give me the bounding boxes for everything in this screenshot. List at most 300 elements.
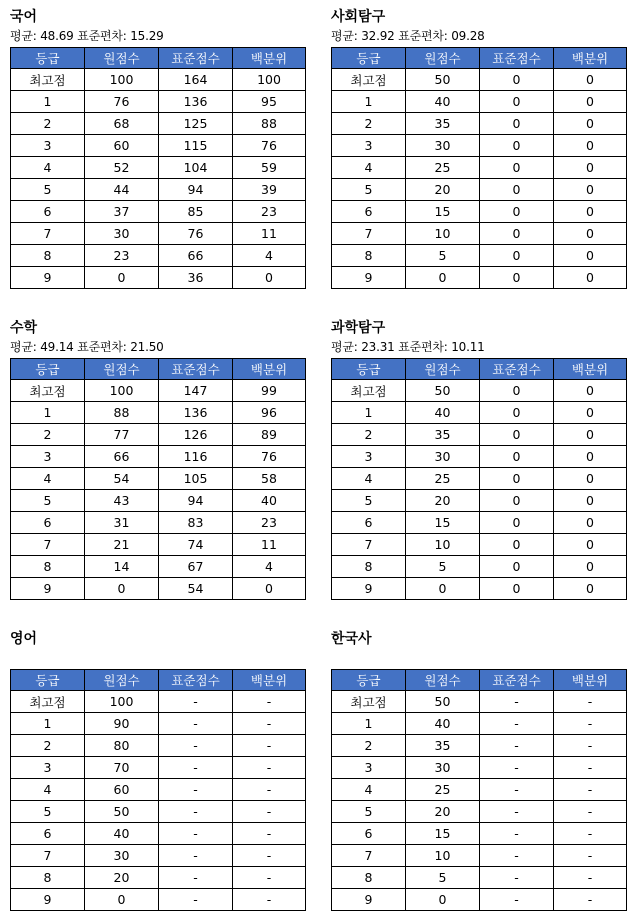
table-cell: - <box>480 867 554 889</box>
table-cell: - <box>480 823 554 845</box>
table-cell: 0 <box>480 245 554 267</box>
table-cell: 76 <box>85 91 159 113</box>
table-cell: 5 <box>406 245 480 267</box>
subject-panel-math <box>10 317 305 600</box>
table-cell: 21 <box>85 534 159 556</box>
table-cell: 2 <box>332 113 406 135</box>
column-header: 백분위 <box>233 670 306 691</box>
table-row <box>332 823 627 845</box>
table-cell: 66 <box>85 446 159 468</box>
table-cell: 4 <box>233 245 306 267</box>
column-header: 등급 <box>332 359 406 380</box>
table-cell: 50 <box>406 691 480 713</box>
table-cell: 20 <box>406 490 480 512</box>
subject-panel-korean <box>10 6 305 289</box>
table-cell: 54 <box>159 578 233 600</box>
table-cell: 40 <box>233 490 306 512</box>
table-cell: 0 <box>480 468 554 490</box>
table-cell: 8 <box>11 245 85 267</box>
column-header: 백분위 <box>233 48 306 69</box>
table-cell: 30 <box>406 135 480 157</box>
grade-table <box>10 669 306 911</box>
table-cell: 83 <box>159 512 233 534</box>
grade-table <box>10 47 306 289</box>
table-cell: 0 <box>554 468 627 490</box>
table-cell: - <box>233 845 306 867</box>
table-cell: 105 <box>159 468 233 490</box>
table-cell: 14 <box>85 556 159 578</box>
table-cell: 6 <box>332 512 406 534</box>
table-row <box>11 135 306 157</box>
table-cell: 0 <box>480 556 554 578</box>
table-row <box>11 691 306 713</box>
table-cell: 11 <box>233 534 306 556</box>
table-cell: 74 <box>159 534 233 556</box>
table-cell: 30 <box>85 223 159 245</box>
column-header: 표준점수 <box>159 670 233 691</box>
table-cell: 136 <box>159 402 233 424</box>
table-row <box>332 223 627 245</box>
table-cell: 43 <box>85 490 159 512</box>
table-cell: - <box>159 867 233 889</box>
subject-stats <box>10 650 305 667</box>
subject-title: 사회탐구 <box>331 9 386 25</box>
table-cell: 125 <box>159 113 233 135</box>
table-cell: 9 <box>11 889 85 911</box>
table-cell: 99 <box>233 380 306 402</box>
table-row <box>11 113 306 135</box>
table-row <box>11 578 306 600</box>
table-cell: - <box>554 823 627 845</box>
table-row <box>11 201 306 223</box>
table-cell: 85 <box>159 201 233 223</box>
table-cell: 40 <box>406 402 480 424</box>
table-row <box>11 713 306 735</box>
table-cell: 90 <box>85 713 159 735</box>
table-cell: - <box>480 735 554 757</box>
table-cell: 0 <box>406 267 480 289</box>
table-cell: 68 <box>85 113 159 135</box>
table-cell: 0 <box>554 556 627 578</box>
table-cell: 4 <box>332 157 406 179</box>
table-cell: 0 <box>554 424 627 446</box>
table-row <box>332 135 627 157</box>
table-cell: 0 <box>554 135 627 157</box>
table-cell: 5 <box>332 179 406 201</box>
table-header-row <box>332 670 627 691</box>
table-cell: 0 <box>406 889 480 911</box>
table-cell: 0 <box>480 534 554 556</box>
column-header: 원점수 <box>85 359 159 380</box>
table-row <box>332 157 627 179</box>
table-cell: 6 <box>332 823 406 845</box>
table-cell: 100 <box>85 69 159 91</box>
table-cell: 100 <box>85 380 159 402</box>
table-cell: 23 <box>233 512 306 534</box>
table-row <box>11 534 306 556</box>
table-cell: 0 <box>480 91 554 113</box>
table-cell: 6 <box>11 201 85 223</box>
table-cell: 70 <box>85 757 159 779</box>
table-row <box>332 380 627 402</box>
table-cell: 0 <box>480 223 554 245</box>
table-cell: 0 <box>554 223 627 245</box>
table-cell: 0 <box>480 113 554 135</box>
table-row <box>332 113 627 135</box>
table-cell: 50 <box>406 69 480 91</box>
table-cell: 5 <box>11 179 85 201</box>
column-header: 등급 <box>332 670 406 691</box>
table-cell: 0 <box>554 380 627 402</box>
table-cell: 4 <box>11 779 85 801</box>
table-cell: 94 <box>159 179 233 201</box>
table-header-row <box>11 359 306 380</box>
table-cell: - <box>159 823 233 845</box>
grade-table <box>10 358 306 600</box>
table-cell: 4 <box>233 556 306 578</box>
table-cell: 88 <box>85 402 159 424</box>
table-cell: 30 <box>85 845 159 867</box>
table-cell: 0 <box>554 578 627 600</box>
column-header: 백분위 <box>554 48 627 69</box>
table-cell: 0 <box>85 578 159 600</box>
table-cell: 7 <box>11 223 85 245</box>
table-cell: - <box>554 757 627 779</box>
table-row <box>332 446 627 468</box>
table-cell: 25 <box>406 779 480 801</box>
table-row <box>332 578 627 600</box>
column-header: 원점수 <box>85 48 159 69</box>
table-cell: 44 <box>85 179 159 201</box>
table-cell: 77 <box>85 424 159 446</box>
table-cell: - <box>480 779 554 801</box>
table-cell: 0 <box>480 512 554 534</box>
table-cell: - <box>159 691 233 713</box>
table-cell: 2 <box>332 424 406 446</box>
table-cell: 96 <box>233 402 306 424</box>
table-cell: 126 <box>159 424 233 446</box>
table-cell: 76 <box>159 223 233 245</box>
table-cell: 76 <box>233 135 306 157</box>
table-row <box>332 512 627 534</box>
table-cell: 0 <box>480 402 554 424</box>
table-cell: 0 <box>554 201 627 223</box>
table-cell: 5 <box>11 801 85 823</box>
table-header-row <box>332 48 627 69</box>
table-cell: 0 <box>554 91 627 113</box>
table-cell: 9 <box>332 267 406 289</box>
subject-title: 국어 <box>10 9 38 25</box>
table-row <box>11 801 306 823</box>
table-cell: - <box>159 713 233 735</box>
table-cell: - <box>159 889 233 911</box>
table-cell: 58 <box>233 468 306 490</box>
table-cell: 0 <box>554 512 627 534</box>
table-cell: - <box>233 779 306 801</box>
table-cell: 0 <box>85 889 159 911</box>
table-cell: - <box>159 845 233 867</box>
table-cell: 9 <box>332 578 406 600</box>
table-row <box>332 867 627 889</box>
column-header: 표준점수 <box>159 359 233 380</box>
table-cell: 104 <box>159 157 233 179</box>
column-header: 표준점수 <box>480 359 554 380</box>
table-cell: 1 <box>332 402 406 424</box>
table-row <box>11 867 306 889</box>
table-row <box>11 91 306 113</box>
table-row <box>332 757 627 779</box>
table-cell: 0 <box>480 578 554 600</box>
table-cell: 1 <box>11 402 85 424</box>
table-cell: 3 <box>332 135 406 157</box>
table-cell: 6 <box>332 201 406 223</box>
table-row <box>11 267 306 289</box>
table-cell: 10 <box>406 223 480 245</box>
table-cell: 52 <box>85 157 159 179</box>
table-row <box>11 735 306 757</box>
table-row <box>332 691 627 713</box>
table-cell: 최고점 <box>11 691 85 713</box>
table-cell: - <box>480 757 554 779</box>
table-cell: - <box>480 713 554 735</box>
column-header: 표준점수 <box>480 48 554 69</box>
table-row <box>332 179 627 201</box>
table-cell: 5 <box>332 490 406 512</box>
table-cell: 115 <box>159 135 233 157</box>
table-row <box>11 424 306 446</box>
table-row <box>332 69 627 91</box>
table-cell: 2 <box>11 113 85 135</box>
table-header-row <box>11 48 306 69</box>
table-row <box>11 512 306 534</box>
table-cell: 0 <box>406 578 480 600</box>
table-row <box>332 801 627 823</box>
table-cell: - <box>159 779 233 801</box>
table-cell: 1 <box>332 713 406 735</box>
subject-stats: 평균: 48.69 표준편차: 15.29 <box>10 29 164 43</box>
table-cell: - <box>554 735 627 757</box>
table-row <box>332 424 627 446</box>
table-cell: 0 <box>554 402 627 424</box>
table-row <box>332 245 627 267</box>
table-cell: 15 <box>406 512 480 534</box>
table-cell: 8 <box>332 556 406 578</box>
table-cell: 최고점 <box>11 69 85 91</box>
table-cell: 23 <box>233 201 306 223</box>
table-cell: 4 <box>332 468 406 490</box>
table-cell: 37 <box>85 201 159 223</box>
table-cell: 15 <box>406 823 480 845</box>
table-row <box>11 468 306 490</box>
column-header: 백분위 <box>233 359 306 380</box>
table-row <box>11 779 306 801</box>
table-cell: 20 <box>406 179 480 201</box>
table-cell: 10 <box>406 845 480 867</box>
subject-panel-korean-history <box>331 628 626 911</box>
table-cell: 80 <box>85 735 159 757</box>
column-header: 등급 <box>11 48 85 69</box>
table-cell: 94 <box>159 490 233 512</box>
table-cell: 39 <box>233 179 306 201</box>
column-header: 백분위 <box>554 670 627 691</box>
table-cell: 147 <box>159 380 233 402</box>
subject-stats: 평균: 32.92 표준편차: 09.28 <box>331 29 485 43</box>
subject-stats: 평균: 49.14 표준편차: 21.50 <box>10 340 164 354</box>
table-cell: 0 <box>480 201 554 223</box>
column-header: 등급 <box>11 359 85 380</box>
table-cell: 0 <box>480 267 554 289</box>
table-cell: - <box>554 691 627 713</box>
table-cell: - <box>159 735 233 757</box>
table-cell: 36 <box>159 267 233 289</box>
table-cell: 40 <box>406 713 480 735</box>
table-row <box>332 735 627 757</box>
table-row <box>332 91 627 113</box>
table-cell: - <box>159 757 233 779</box>
table-cell: 0 <box>480 69 554 91</box>
table-cell: 54 <box>85 468 159 490</box>
column-header: 원점수 <box>406 359 480 380</box>
table-cell: 5 <box>332 801 406 823</box>
table-row <box>332 556 627 578</box>
table-cell: 66 <box>159 245 233 267</box>
table-cell: 3 <box>332 446 406 468</box>
table-cell: 5 <box>406 556 480 578</box>
table-cell: - <box>233 713 306 735</box>
table-cell: 최고점 <box>332 380 406 402</box>
table-cell: 5 <box>406 867 480 889</box>
table-cell: 164 <box>159 69 233 91</box>
table-cell: 20 <box>85 867 159 889</box>
table-cell: - <box>554 845 627 867</box>
table-cell: - <box>233 867 306 889</box>
subject-title: 수학 <box>10 320 38 336</box>
table-row <box>11 69 306 91</box>
table-row <box>332 779 627 801</box>
table-cell: 최고점 <box>11 380 85 402</box>
table-cell: 0 <box>554 113 627 135</box>
table-cell: 0 <box>480 157 554 179</box>
subject-stats: 평균: 23.31 표준편차: 10.11 <box>331 340 485 354</box>
table-cell: 0 <box>554 267 627 289</box>
grade-table <box>331 358 627 600</box>
table-cell: 0 <box>554 446 627 468</box>
table-row <box>332 267 627 289</box>
table-row <box>11 223 306 245</box>
table-cell: 3 <box>11 446 85 468</box>
subject-panel-social-studies <box>331 6 626 289</box>
table-cell: 3 <box>332 757 406 779</box>
table-cell: - <box>480 889 554 911</box>
table-cell: 0 <box>480 446 554 468</box>
table-cell: - <box>233 823 306 845</box>
table-row <box>332 713 627 735</box>
grade-table <box>331 669 627 911</box>
table-cell: - <box>554 713 627 735</box>
table-cell: 8 <box>332 867 406 889</box>
table-cell: 0 <box>554 179 627 201</box>
table-cell: 15 <box>406 201 480 223</box>
table-cell: 50 <box>406 380 480 402</box>
table-cell: 95 <box>233 91 306 113</box>
table-row <box>332 845 627 867</box>
table-cell: 67 <box>159 556 233 578</box>
table-cell: 25 <box>406 157 480 179</box>
table-cell: 30 <box>406 446 480 468</box>
table-cell: - <box>554 801 627 823</box>
table-cell: - <box>554 779 627 801</box>
table-cell: 35 <box>406 735 480 757</box>
table-cell: 100 <box>85 691 159 713</box>
table-cell: 9 <box>332 889 406 911</box>
subject-stats <box>331 650 626 667</box>
column-header: 원점수 <box>85 670 159 691</box>
table-cell: 최고점 <box>332 69 406 91</box>
table-cell: 30 <box>406 757 480 779</box>
table-cell: 8 <box>11 867 85 889</box>
table-cell: 116 <box>159 446 233 468</box>
table-cell: 136 <box>159 91 233 113</box>
table-cell: - <box>233 691 306 713</box>
subject-panel-science <box>331 317 626 600</box>
column-header: 등급 <box>332 48 406 69</box>
table-cell: 9 <box>11 267 85 289</box>
table-cell: - <box>159 801 233 823</box>
table-cell: 1 <box>11 713 85 735</box>
table-cell: 5 <box>11 490 85 512</box>
table-cell: 35 <box>406 424 480 446</box>
table-cell: 0 <box>480 380 554 402</box>
table-cell: 4 <box>11 157 85 179</box>
table-cell: 0 <box>480 135 554 157</box>
table-header-row <box>11 670 306 691</box>
table-cell: 25 <box>406 468 480 490</box>
table-cell: - <box>233 735 306 757</box>
table-cell: - <box>480 845 554 867</box>
table-row <box>11 245 306 267</box>
table-cell: 9 <box>11 578 85 600</box>
table-row <box>11 446 306 468</box>
subject-title: 영어 <box>10 631 38 647</box>
table-cell: 3 <box>11 757 85 779</box>
table-cell: 0 <box>554 534 627 556</box>
table-cell: 7 <box>332 223 406 245</box>
table-cell: 40 <box>85 823 159 845</box>
table-row <box>11 157 306 179</box>
table-row <box>332 468 627 490</box>
table-cell: 2 <box>11 424 85 446</box>
grade-table <box>331 47 627 289</box>
table-row <box>332 490 627 512</box>
table-cell: 40 <box>406 91 480 113</box>
column-header: 표준점수 <box>159 48 233 69</box>
table-row <box>11 179 306 201</box>
table-row <box>11 757 306 779</box>
table-cell: 7 <box>332 845 406 867</box>
table-cell: - <box>233 801 306 823</box>
subject-panel-english <box>10 628 305 911</box>
table-row <box>11 845 306 867</box>
table-row <box>332 534 627 556</box>
table-cell: 7 <box>11 534 85 556</box>
table-cell: 0 <box>233 267 306 289</box>
table-cell: 0 <box>554 245 627 267</box>
table-cell: 89 <box>233 424 306 446</box>
table-cell: 23 <box>85 245 159 267</box>
table-row <box>11 889 306 911</box>
table-cell: 0 <box>554 490 627 512</box>
table-cell: 11 <box>233 223 306 245</box>
